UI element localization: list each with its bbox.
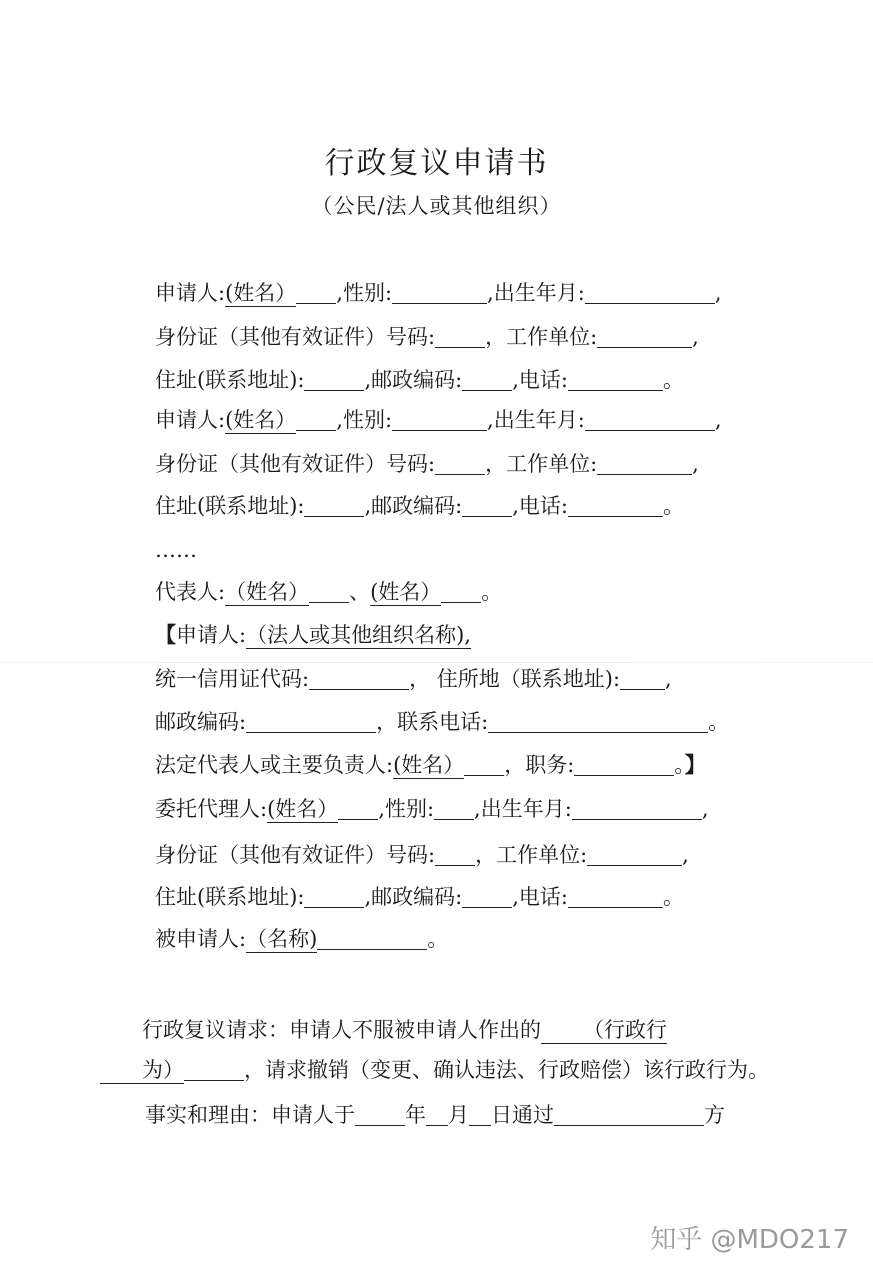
gender-label: ,性别: <box>378 797 435 821</box>
blank-line <box>296 281 336 304</box>
phone-label: ,电话: <box>512 368 568 392</box>
birth-blank <box>585 408 715 431</box>
credit-code-blank <box>309 667 409 690</box>
org-applicant-label: 申请人: <box>176 623 247 647</box>
agent-line3 <box>155 882 780 912</box>
punctuation: 。 <box>427 927 449 951</box>
postcode-label: ,邮政编码: <box>364 494 463 518</box>
act-field-part1: （行政行 <box>541 1017 667 1044</box>
postcode-blank <box>462 368 512 391</box>
id-label: 身份证（其他有效证件）号码: <box>155 452 436 476</box>
gender-blank <box>392 281 487 304</box>
phone-label: ,电话: <box>512 885 568 909</box>
punctuation: 。 <box>708 710 730 734</box>
facts-label: 事实和理由：申请人于 <box>145 1103 355 1127</box>
gender-label: ,性别: <box>336 281 393 305</box>
punctuation: 。 <box>481 580 503 604</box>
postcode-label: ,邮政编码: <box>364 368 463 392</box>
org-address-blank <box>620 667 665 690</box>
address-label: 住址(联系地址): <box>155 494 305 518</box>
org-address-label: ， 住所地（联系地址): <box>409 667 621 691</box>
gender-blank <box>392 408 487 431</box>
duty-blank <box>574 753 674 776</box>
request-paragraph <box>100 1010 780 1090</box>
legal-rep-name: (姓名） <box>393 753 465 777</box>
punctuation: , <box>701 797 709 821</box>
blank-line <box>338 797 378 820</box>
employer-blank <box>597 325 692 348</box>
punctuation: , <box>665 667 672 691</box>
blank-line <box>184 1058 244 1081</box>
applicant1-line3 <box>155 365 780 395</box>
facts-line <box>145 1095 825 1135</box>
id-blank <box>435 452 485 475</box>
respondent-line <box>155 924 780 954</box>
id-label: 身份证（其他有效证件）号码: <box>155 843 436 867</box>
org-postcode-blank <box>246 710 376 733</box>
separator: 、 <box>349 580 371 604</box>
id-blank <box>435 843 475 866</box>
address-label: 住址(联系地址): <box>155 368 305 392</box>
request-text: 行政复议请求：申请人不服被申请人作出的 <box>142 1018 541 1042</box>
applicant-label: 申请人: <box>155 281 226 305</box>
applicant2-line2 <box>155 449 780 479</box>
representative-name2: (姓名） <box>370 580 442 604</box>
method-blank <box>554 1103 704 1126</box>
representative-line <box>155 577 780 607</box>
punctuation: , <box>692 325 699 349</box>
birth-blank <box>572 797 702 820</box>
org-postcode-label: 邮政编码: <box>155 710 247 734</box>
request-text-end: ，请求撤销（变更、确认违法、行政赔偿）该行政行为。 <box>244 1058 769 1082</box>
address-blank <box>304 494 364 517</box>
gender-label: ,性别: <box>336 408 393 432</box>
punctuation: 。 <box>663 494 684 518</box>
org-line2 <box>155 664 780 694</box>
respondent-name: （名称) <box>246 927 318 951</box>
org-line3 <box>155 707 780 737</box>
employer-blank <box>597 452 692 475</box>
applicant1-line2 <box>155 322 780 352</box>
document-subtitle: （公民/法人或其他组织） <box>311 194 562 218</box>
postcode-blank <box>462 885 512 908</box>
id-label: 身份证（其他有效证件）号码: <box>155 325 436 349</box>
address-blank <box>304 368 364 391</box>
address-blank <box>304 885 364 908</box>
punctuation: 。 <box>663 885 684 909</box>
birth-label: ,出生年月: <box>487 408 585 432</box>
employer-label: ，工作单位: <box>485 452 598 476</box>
facts-end: 方 <box>704 1103 725 1127</box>
duty-label: ，职务: <box>504 753 575 777</box>
org-line1 <box>155 620 780 650</box>
bracket-close: 】 <box>684 752 706 777</box>
representative-label: 代表人: <box>155 580 226 604</box>
agent-line2 <box>155 840 780 870</box>
blank-line <box>441 580 481 603</box>
applicant-name-field: (姓名） <box>225 281 297 305</box>
punctuation: 。 <box>663 368 684 392</box>
respondent-label: 被申请人: <box>155 927 247 951</box>
applicant-label: 申请人: <box>155 408 226 432</box>
legal-rep-label: 法定代表人或主要负责人: <box>155 753 394 777</box>
employer-label: ，工作单位: <box>485 325 598 349</box>
representative-name1: （姓名） <box>225 580 310 604</box>
credit-code-label: 统一信用证代码: <box>155 667 310 691</box>
document-title: 行政复议申请书 <box>324 146 549 181</box>
day-blank <box>469 1103 491 1126</box>
month-label: 月 <box>448 1103 469 1127</box>
punctuation: , <box>692 452 699 476</box>
month-blank <box>426 1103 448 1126</box>
org-phone-blank <box>488 710 708 733</box>
agent-name-field: (姓名） <box>267 797 339 821</box>
blank-line <box>317 927 427 950</box>
id-blank <box>435 325 485 348</box>
gender-blank <box>434 797 474 820</box>
birth-label: ,出生年月: <box>474 797 572 821</box>
punctuation: , <box>682 843 689 867</box>
year-label: 年 <box>405 1103 426 1127</box>
year-blank <box>355 1103 405 1126</box>
blank-line <box>309 580 349 603</box>
bracket-open: 【 <box>155 622 176 647</box>
postcode-blank <box>462 494 512 517</box>
punctuation: 。 <box>674 753 685 777</box>
act-field-part2: 为） <box>100 1057 184 1084</box>
employer-blank <box>587 843 682 866</box>
phone-label: ,电话: <box>512 494 568 518</box>
applicant2-line1 <box>155 405 780 435</box>
birth-blank <box>585 281 715 304</box>
postcode-label: ,邮政编码: <box>364 885 463 909</box>
watermark: 知乎 @MDO217 <box>650 1225 849 1255</box>
applicant-name-field: (姓名） <box>225 408 297 432</box>
agent-line1 <box>155 794 780 824</box>
paper-fold <box>0 662 873 663</box>
org-line4 <box>155 750 780 780</box>
birth-label: ,出生年月: <box>487 281 585 305</box>
phone-blank <box>568 885 663 908</box>
org-phone-label: ，联系电话: <box>376 710 489 734</box>
day-label: 日通过 <box>491 1103 554 1127</box>
blank-line <box>296 408 336 431</box>
applicant2-line3 <box>155 491 780 521</box>
phone-blank <box>568 368 663 391</box>
blank-line <box>464 753 504 776</box>
address-label: 住址(联系地址): <box>155 885 305 909</box>
agent-label: 委托代理人: <box>155 797 268 821</box>
phone-blank <box>568 494 663 517</box>
ellipsis: …… <box>155 538 197 562</box>
punctuation: , <box>714 408 722 432</box>
org-name-field: （法人或其他组织名称), <box>246 623 471 647</box>
employer-label: ，工作单位: <box>475 843 588 867</box>
applicant1-line1 <box>155 278 780 308</box>
punctuation: , <box>714 281 722 305</box>
